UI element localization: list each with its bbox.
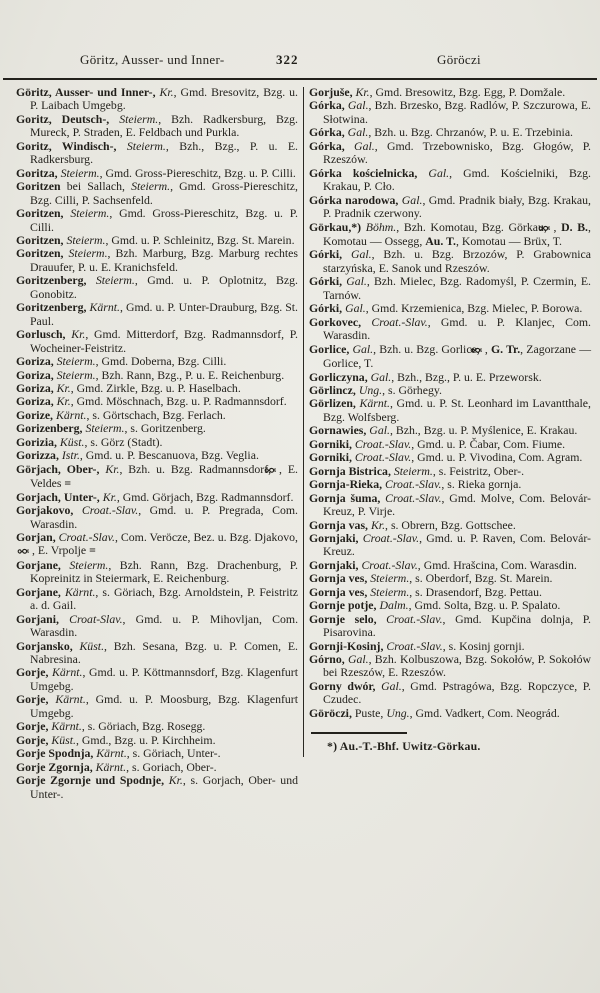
entry (309, 275, 591, 302)
entry-text: , Bzh. u. Bzg. Gorlice, (373, 341, 483, 356)
entry-text: , Komotau — Brüx, T. (455, 233, 563, 248)
entry-text: , Bzh. u. Bzg. Brzozów, P. Grabownica starzyńska, E. Sanok und Rzeszów. (323, 247, 591, 275)
entry-text: , s. Oberdorf, Bzg. St. Marein. (409, 571, 553, 586)
entry-text: , Gmd. Gross-Piereschitz, Bzg. Cilli, P. Sachsenfeld. (30, 179, 298, 207)
telegraph-icon: = (89, 543, 95, 558)
entry-region: Kärnt. (64, 584, 96, 599)
entry (16, 207, 298, 234)
telegraph-icon: = (64, 476, 71, 491)
entry-region: Kärnt. (95, 759, 127, 774)
entry-region: Croat.-Slav. (385, 490, 442, 505)
entry-region: Kr. (102, 489, 117, 504)
entry-region: Kr. (370, 517, 386, 532)
entry-region: Gal. (346, 274, 367, 289)
entry (309, 465, 591, 478)
entry-region: Kr. (105, 461, 120, 476)
entry (309, 599, 591, 612)
entry-region: Steierm. (60, 165, 100, 180)
entry-text: , Gmd. Solta, Bzg. u. P. Spalato. (408, 598, 561, 613)
entry (309, 640, 591, 653)
entry-region: Steierm. (68, 246, 108, 261)
entry-text: , Gmd. u. P. Klanjec, Com. Warasdin. (323, 314, 591, 343)
entry-headword: Gorje, (16, 719, 52, 734)
entry-region: Steierm. (85, 421, 125, 436)
entry-region: Croat.-Slav. (386, 638, 443, 653)
entry (309, 86, 591, 99)
entry (16, 247, 298, 274)
entry-text: , Bzh. Brzesko, Bzg. Radlów, P. Szczurowa, E. Słotwina. (323, 98, 591, 126)
entry-text: , Gmd. Möschnach, Bzg. u. P. Radmannsdorf. (70, 394, 287, 409)
entry-text: , s. Feistritz, Ober-. (432, 463, 525, 478)
entry-headword: Gorje, (16, 665, 53, 680)
entry-headword: Gornja Bistrica, (309, 463, 394, 478)
entry-text: , Bzh. Kolbuszowa, Bzg. Sokołów, P. Sokołów bei Rzeszów, E. Rzeszów. (323, 652, 592, 680)
entry-region: Steierm. (119, 111, 159, 126)
entry-text: , E. Vrpolje (32, 543, 90, 558)
entry (16, 449, 298, 462)
entry (309, 248, 591, 275)
entry (16, 491, 298, 504)
entry-headword: Górka kościelnicka, (309, 165, 429, 180)
footnote-rule (311, 732, 407, 734)
entry-headword: Gorjansko, (16, 638, 80, 653)
entry-headword: Goriza, (16, 394, 57, 409)
entry-headword: Gornja šuma, (309, 490, 386, 505)
entry-text: , E. Veldes (30, 461, 298, 491)
entry-region: Küst. (79, 638, 105, 653)
entry-headword: Görlincz, (309, 382, 359, 397)
entry-text: , Gmd. Gross-Piereschitz, Bzg. u. P. Cilli. (30, 206, 298, 234)
entry (16, 531, 298, 559)
entry (309, 302, 591, 315)
entry-headword: Goritzen, (16, 246, 69, 261)
entry (309, 126, 591, 139)
entry-region: Kärnt. (359, 396, 390, 411)
entry (16, 640, 298, 667)
entry-text: , s. Obrern, Bzg. Gottschee. (385, 517, 516, 532)
entry-headword: Gorniki, (309, 436, 355, 451)
entry (16, 395, 298, 408)
entry (16, 180, 298, 207)
entry-headword: D. B. (561, 219, 589, 234)
entry-text: , (553, 219, 562, 234)
entry-text: , s. Goriach, Ober-. (126, 759, 217, 774)
entry-text: , s. Görz (Stadt). (84, 434, 163, 449)
entry-region: Gal. (428, 165, 450, 180)
entry (309, 167, 591, 194)
entry-text: , Komotau — Ossegg, (323, 219, 591, 248)
entry-region: Croat.-Slav. (81, 503, 139, 518)
entry-text: Puste, (354, 705, 387, 720)
entry (16, 409, 298, 422)
entry (309, 384, 591, 397)
footnote-text: *) Au.-T.-Bhf. Uwitz-Görkau. (327, 739, 481, 754)
entry-text: , Gmd. Krzemienica, Bzg. Mielec, P. Borowa. (365, 301, 583, 316)
entry-region: Croat.-Slav. (362, 530, 420, 545)
entry-region: Kr. (71, 327, 86, 342)
entry-region: Istr. (61, 448, 80, 463)
entry-region: Kärnt. (55, 407, 87, 422)
entry-text: , Bzh. Radkersburg, Bzg. Mureck, P. Straden, E. Feldbach und Purkla. (30, 111, 298, 140)
entry-region: Croat.-Slav. (354, 436, 412, 451)
entry (309, 492, 591, 519)
entry-region: Steierm. (56, 354, 96, 369)
entry-region: Gal. (369, 423, 390, 438)
entry-text: , s. Görtschach, Bzg. Ferlach. (86, 407, 226, 422)
entry-headword: Górka, (309, 125, 348, 140)
entry-headword: Goritzen, (16, 206, 71, 221)
entry (309, 371, 591, 384)
entry-region: Steierm. (56, 367, 96, 382)
right-column (309, 86, 591, 801)
entry-text: , Bzh., Bzg. u. P. Myślenice, E. Krakau. (389, 423, 578, 438)
entry-text: , s. Gorjach, Ober- und Unter-. (30, 773, 298, 801)
entry-headword: Gornja ves, (309, 571, 371, 586)
entry-region: Ung. (358, 382, 383, 397)
entry-text: , Gmd. u. P. Raven, Com. Belovár-Kreuz. (323, 530, 591, 559)
entry (16, 559, 298, 586)
entry-region: Steierm. (70, 206, 110, 221)
entry-region: Kärnt. (96, 746, 127, 761)
running-head-right: Göröczi (437, 52, 481, 67)
entry (309, 613, 591, 640)
entry (309, 707, 591, 720)
entry (309, 478, 591, 491)
entry-headword: Górki, (309, 301, 346, 316)
entry (16, 666, 298, 693)
entry-text: , Zagorzane — Gorlice, T. (323, 341, 591, 371)
entry (309, 424, 591, 437)
entry-text: bei Sallach, (60, 179, 132, 194)
entry-region: Gal. (381, 678, 402, 693)
entry-region: Kärnt. (52, 665, 83, 680)
entry-headword: Goritzenberg, (16, 300, 90, 315)
entry-region: Steierm. (66, 232, 106, 247)
entry-headword: Gorjan, (16, 529, 59, 544)
entry-text: , Bzh. Rann, Bzg., P. u. E. Reichenburg. (95, 367, 285, 382)
entry (309, 532, 591, 559)
entry-text: , Gmd. Pstragówa, Bzg. Ropczyce, P. Czudec. (323, 678, 591, 707)
entry-headword: Gornjaki, (309, 557, 362, 572)
entry-headword: Goritza, (16, 165, 61, 180)
entry-headword: Gornja ves, (309, 584, 371, 599)
entry-region: Gal. (350, 247, 372, 262)
entry-region: Kr. (56, 394, 71, 409)
entry-region: Gal. (345, 301, 366, 316)
entry (16, 328, 298, 355)
entry-headword: Göröczi, (309, 705, 355, 720)
entry-text: , Gmd. u. P. Pregrada, Com. Warasdin. (30, 503, 298, 531)
entry-text: , Gmd. Hrašcina, Com. Warasdin. (417, 557, 577, 572)
entry (16, 369, 298, 382)
entry (16, 504, 298, 531)
entry-headword: Gorlusch, (16, 327, 72, 342)
entry-text: , s. Kosinj gornji. (442, 638, 525, 653)
entry-text: , Gmd. Görjach, Bzg. Radmannsdorf. (116, 489, 294, 504)
entry-text: , Gmd. u. P. St. Leonhard im Lavantthale, Bzg. Wolfsberg. (323, 396, 591, 424)
entry-text: , Bzh. Mielec, Bzg. Radomyśl, P. Czermin, E. Tarnów. (323, 274, 591, 302)
entry (16, 734, 298, 747)
entry-text: , Gmd. u. P. Moosburg, Bzg. Klagenfurt Umgebg. (30, 692, 299, 720)
entry-text: , Bzh. Marburg, Bzg. Marburg rechtes Drauufer, P. u. E. Kranichsfeld. (30, 246, 298, 274)
entry-headword: Gornje selo, (309, 611, 387, 626)
entry-headword: Goritzen, (16, 232, 67, 247)
entry (16, 301, 298, 328)
entry-text: , Gmd. Vadkert, Com. Neográd. (409, 705, 560, 720)
entry-text: , Gmd. Bresovitz, Bzg. u. P. Laibach Umgebg. (30, 85, 298, 113)
entry (309, 653, 591, 680)
entry (309, 451, 591, 464)
entry-text: , Gmd. Trzebownisko, Bzg. Głogów, P. Rzeszów. (323, 138, 591, 167)
entry-region: Kr. (56, 380, 71, 395)
entry-headword: Górno, (309, 652, 348, 667)
entry-text: , Gmd. u. P. Unter-Drauburg, Bzg. St. Paul. (30, 300, 298, 328)
entry-headword: G. Tr. (491, 341, 521, 356)
entry-text: , Gmd., Bzg. u. P. Kirchheim. (75, 732, 216, 747)
entry-headword: Görjach, Ober-, (16, 461, 106, 476)
entry-headword: Goriza, (16, 367, 57, 382)
entry-region: Croat.-Slav. (386, 611, 443, 626)
column-divider (303, 87, 304, 757)
entry-region: Gal. (370, 369, 392, 384)
entry-text: , Gmd. u. P. Schleinitz, Bzg. St. Marein. (105, 232, 295, 247)
entry-text: , Gmd. u. P. Vivodina, Com. Agram. (411, 450, 583, 465)
entry-region: Steierm. (370, 584, 410, 599)
entry (16, 422, 298, 435)
entry-text: , Gmd. Doberna, Bzg. Cilli. (95, 354, 227, 369)
entry-text: , Bzh. Rann, Bzg. Drachenburg, P. Kopreinitz in Steiermark, E. Reichenburg. (30, 557, 298, 586)
entry-text: , Bzh., Bzg., P. u. E. Radkersburg. (30, 138, 299, 167)
entry-text: , Com. Veröcze, Bez. u. Bzg. Djakovo, (114, 529, 298, 544)
entry-headword: Gorlice, (309, 341, 353, 356)
entry-region: Küst. (51, 732, 76, 747)
entry-text: , Gmd. Zirkle, Bzg. u. P. Haselbach. (70, 380, 241, 395)
entry (309, 438, 591, 451)
entry-text: , (484, 341, 491, 356)
entry-headword: Gornje potje, (309, 598, 380, 613)
right-column-entries (309, 86, 591, 720)
entry-text: , Gmd. Pradnik biały, Bzg. Krakau, P. Pradnik czerwony. (323, 192, 591, 221)
entry-headword: Gorizia, (16, 434, 60, 449)
entry-text: , s. Goritzenberg. (124, 421, 206, 436)
entry (16, 274, 298, 301)
entry (309, 343, 591, 371)
entry-headword: Gorliczyna, (309, 369, 371, 384)
entry-text: , Gmd. Mitterdorf, Bzg. Radmannsdorf, P. Wocheiner-Feistritz. (30, 327, 299, 355)
entry-headword: Gornjaki, (309, 530, 363, 545)
entry (16, 113, 298, 140)
entry-headword: Gorje, (16, 732, 52, 747)
entry-region: Kärnt. (89, 300, 120, 315)
entry-region: Steierm. (131, 179, 171, 194)
entry (16, 167, 298, 180)
left-column (16, 86, 298, 801)
entry-headword: Goriza, (16, 380, 57, 395)
entry (309, 680, 591, 707)
entry (16, 720, 298, 733)
entry-region: Kärnt. (51, 719, 82, 734)
entry-headword: Gorjane, (16, 584, 65, 599)
entry-headword: Goritzenberg, (16, 273, 96, 288)
entry-text: , Bzh. Komotau, Bzg. Görkau, (396, 219, 552, 234)
entry (16, 586, 298, 613)
entry-headword: Goritz, Deutsch-, (16, 111, 120, 126)
entry-headword: Gorkovec, (309, 314, 372, 329)
entry-region: Ung. (386, 705, 410, 720)
entry (16, 140, 298, 167)
entry-headword: Gornja vas, (309, 517, 371, 532)
entry-text: , Bzh., Bzg., P. u. E. Przeworsk. (391, 369, 542, 384)
entry-text: , Gmd. Molve, Com. Belovár-Kreuz, P. Virje. (323, 490, 591, 519)
entry-region: Croat.-Slav. (58, 529, 115, 544)
entry-region: Dalm. (379, 598, 409, 613)
entry-headword: Górki, (309, 274, 347, 289)
entry (309, 194, 591, 221)
entry (309, 397, 591, 424)
entry (16, 463, 298, 491)
entry-text: , s. Rieka gornja. (441, 477, 522, 492)
entry-headword: Gornawies, (309, 423, 370, 438)
entry-headword: Gorje, (16, 692, 56, 707)
entry-region: Croat.-Slav. (354, 450, 412, 465)
entry-region: Gal. (354, 138, 375, 153)
entry-headword: Goritz, Windisch-, (16, 138, 127, 153)
entry (16, 86, 298, 113)
entry-region: Böhm. (365, 219, 397, 234)
entry (16, 613, 298, 640)
entry-headword: Gorizza, (16, 448, 62, 463)
entry-region: Gal. (352, 341, 374, 356)
entry-region: Steierm. (126, 138, 166, 153)
entry-headword: Gorje Spodnja, (16, 746, 97, 761)
entry-text: , s. Göriach, Bzg. Arnoldstein, P. Feistritz a. d. Gail. (30, 584, 298, 613)
footnote (309, 732, 591, 753)
entry-region: Kr. (168, 773, 183, 788)
entry (16, 774, 298, 801)
entry-text: , s. Göriach, Bzg. Rosegg. (81, 719, 206, 734)
entry (309, 221, 591, 249)
entry-headword: Gorny dwór, (309, 678, 382, 693)
entry (16, 693, 298, 720)
entry-headword: Au. T. (425, 233, 456, 248)
entry-headword: Górki, (309, 247, 351, 262)
entry-headword: Górka, (309, 98, 348, 113)
entry-headword: Gorize, (16, 407, 56, 422)
entry (309, 586, 591, 599)
entry-region: Gal. (347, 125, 369, 140)
entry-text: , s. Göriach, Unter-. (126, 746, 221, 761)
entry-headword: Gorjakovo, (16, 503, 82, 518)
entry-headword: Gorjach, Unter-, (16, 489, 103, 504)
entry-headword: Gornja-Rieka, (309, 477, 386, 492)
entry-text: , s. Drasendorf, Bzg. Pettau. (409, 584, 542, 599)
page-header (0, 0, 600, 74)
entry-text: , Gmd. Bresowitz, Bzg. Egg, P. Domžale. (369, 85, 566, 99)
entry (309, 140, 591, 167)
entry-headword: Górka, (309, 138, 355, 153)
entry-region: Steierm. (393, 463, 433, 478)
entry (309, 519, 591, 532)
entry-headword: Gorjani, (16, 611, 70, 626)
entry-region: Croat.-Slav. (361, 557, 418, 572)
entry-text: , Gmd. Kupčina dolnja, P. Pisarovina. (323, 611, 591, 640)
text-columns (0, 80, 600, 801)
entry (309, 559, 591, 572)
entry-headword: Goriza, (16, 354, 57, 369)
entry-headword: Göritz, Ausser- und Inner-, (16, 85, 160, 99)
entry-region: Kärnt. (55, 692, 86, 707)
entry-region: Kr. (355, 85, 370, 99)
entry-text: , Gmd. u. P. Köttmannsdorf, Bzg. Klagenfurt Umgebg. (30, 665, 298, 693)
entry-text: , Gmd. u. P. Bescanuova, Bzg. Veglia. (79, 448, 259, 463)
entry-text: , Bzh. u. Bzg. Chrzanów, P. u. E. Trzebinia. (368, 125, 574, 140)
entry-region: Croat-Slav. (69, 611, 123, 626)
entry-text: , Bzh. u. Bzg. Radmannsdorf, (119, 461, 277, 476)
entry-headword: Görlizen, (309, 396, 360, 411)
entry-headword: Gorje Zgornje und Spodnje, (16, 773, 169, 788)
entry-headword: Gorniki, (309, 450, 355, 465)
entry (16, 761, 298, 774)
entry-text: , Gmd. u. P. Čabar, Com. Fiume. (411, 436, 566, 451)
entry-text: , Gmd. Gross-Piereschitz, Bzg. u. P. Cilli. (99, 165, 296, 180)
entry (16, 436, 298, 449)
entry (16, 747, 298, 760)
entry-text: , Gmd. u. P. Oplotnitz, Bzg. Gonobitz. (30, 273, 298, 301)
entry (309, 99, 591, 126)
entry-region: Steierm. (95, 273, 135, 288)
entry-region: Küst. (59, 434, 85, 449)
page-number: 322 (276, 52, 299, 67)
entry-region: Croat.-Slav. (371, 314, 428, 329)
entry-region: Gal. (347, 98, 369, 113)
entry-headword: Gorje Zgornja, (16, 759, 96, 774)
entry-region: Steierm. (69, 557, 109, 572)
entry-headword: Görkau,*) (309, 219, 366, 234)
entry-text: , Gmd. Kościelniki, Bzg. Krakau, P. Cło. (323, 165, 591, 194)
running-head-left: Göritz, Ausser- und Inner- (80, 52, 225, 67)
entry-region: Gal. (401, 192, 423, 207)
entry-region: Gal. (347, 652, 369, 667)
entry-text: , Gmd. u. P. Mihovljan, Com. Warasdin. (30, 611, 299, 640)
entry (309, 572, 591, 585)
entry (16, 234, 298, 247)
entry-headword: Gorjane, (16, 557, 70, 572)
entry-text: , Bzh. Sesana, Bzg. u. P. Comen, E. Nabresina. (30, 638, 298, 667)
entry-headword: Gorizenberg, (16, 421, 86, 436)
entry-headword: Gornji-Kosinj, (309, 638, 387, 653)
entry-headword: Górka narodowa, (309, 192, 402, 207)
entry-text: , s. Görhegy. (382, 382, 442, 397)
entry (309, 316, 591, 343)
entry-headword: Gorjuše, (309, 85, 356, 99)
entry-region: Croat.-Slav. (385, 477, 442, 492)
entry-region: Kr. (159, 85, 174, 99)
entry (16, 355, 298, 368)
entry-region: Steierm. (370, 571, 410, 586)
entry (16, 382, 298, 395)
entry-headword: Goritzen (16, 179, 61, 194)
